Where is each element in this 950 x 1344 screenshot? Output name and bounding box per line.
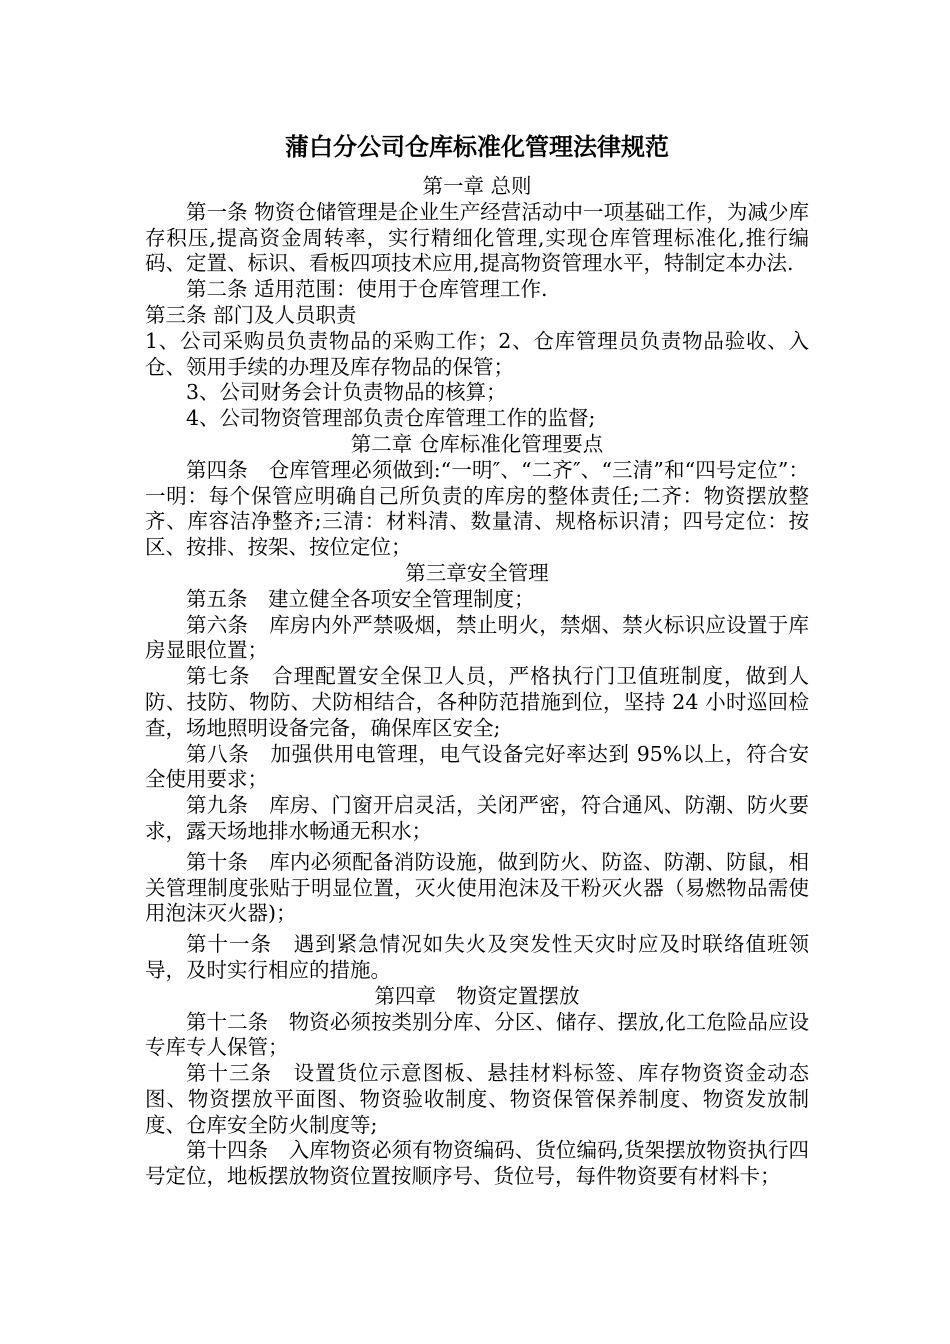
paragraph: 第五条 建立健全各项安全管理制度； xyxy=(186,586,535,611)
paragraph: 第二条 适用范围：使用于仓库管理工作. xyxy=(186,277,548,302)
chapter-heading: 第二章 仓库标准化管理要点 xyxy=(350,431,604,456)
paragraph: 第八条 加强供用电管理，电气设备完好率达到 95%以上，符合安全使用要求； xyxy=(145,741,809,792)
paragraph: 4、公司物资管理部负责仓库管理工作的监督; xyxy=(186,406,596,431)
paragraph: 第十一条 遇到紧急情况如失火及突发性天灾时应及时联络值班领导，及时实行相应的措施。 xyxy=(145,932,809,982)
paragraph: 第七条 合理配置安全保卫人员，严格执行门卫值班制度，做到人防、技防、物防、犬防相结合，各种防范措施到位，坚持 24 小时巡回检查，场地照明设备完备，确保库区安全; xyxy=(145,664,809,740)
chapter-heading: 第一章 总则 xyxy=(422,174,532,198)
paragraph: 第十四条 入库物资必须有物资编码、货位编码,货架摆放物资执行四号定位，地板摆放物资位置按顺序号、货位号，每件物资要有材料卡； xyxy=(145,1138,809,1189)
chapter-heading: 第三章安全管理 xyxy=(405,560,549,585)
paragraph: 第十二条 物资必须按类别分库、分区、储存、摆放,化工危险品应设专库专人保管； xyxy=(145,1009,809,1060)
paragraph: 第四条 仓库管理必须做到:“一明″、“二齐″、“三清”和“四号定位”：一明：每个保管应明确自己所负责的库房的整体责任;二齐：物资摆放整齐、库容洁净整齐;三清：材料清、数量清、规格标识清；四号定位：按区、按排、按架、按位定位； xyxy=(145,457,809,560)
paragraph: 第一条 物资仓储管理是企业生产经营活动中一项基础工作，为减少库存积压,提高资金周转率，实行精细化管理,实现仓库管理标准化,推行编码、定置、标识、看板四项技术应用,提高物资管理水平，特制定本办法. xyxy=(145,199,809,276)
paragraph: 1、公司采购员负责物品的采购工作；2、仓库管理员负责物品验收、入仓、领用手续的办理及库存物品的保管； xyxy=(145,328,809,379)
chapter-heading: 第四章 物资定置摆放 xyxy=(374,983,580,1008)
paragraph: 第九条 库房、门窗开启灵活，关闭严密，符合通风、防潮、防火要求，露天场地排水畅通无积水； xyxy=(145,793,809,843)
paragraph: 3、公司财务会计负责物品的核算； xyxy=(186,380,507,405)
document-body xyxy=(145,132,809,1190)
document-title: 蒲白分公司仓库标准化管理法律规范 xyxy=(285,133,669,161)
paragraph: 第十条 库内必须配备消防设施，做到防火、防盗、防潮、防鼠，相关管理制度张贴于明显位置，灭火使用泡沫及干粉灭火器（易燃物品需使用泡沫灭火器)； xyxy=(145,849,809,926)
paragraph: 第六条 库房内外严禁吸烟，禁止明火，禁烟、禁火标识应设置于库房显眼位置； xyxy=(145,612,809,663)
paragraph: 第十三条 设置货位示意图板、悬挂材料标签、库存物资资金动态图、物资摆放平面图、物资验收制度、物资保管保养制度、物资发放制度、仓库安全防火制度等; xyxy=(145,1061,809,1137)
document-blocks xyxy=(145,174,809,1190)
paragraph: 第三条 部门及人员职责 xyxy=(145,302,357,327)
